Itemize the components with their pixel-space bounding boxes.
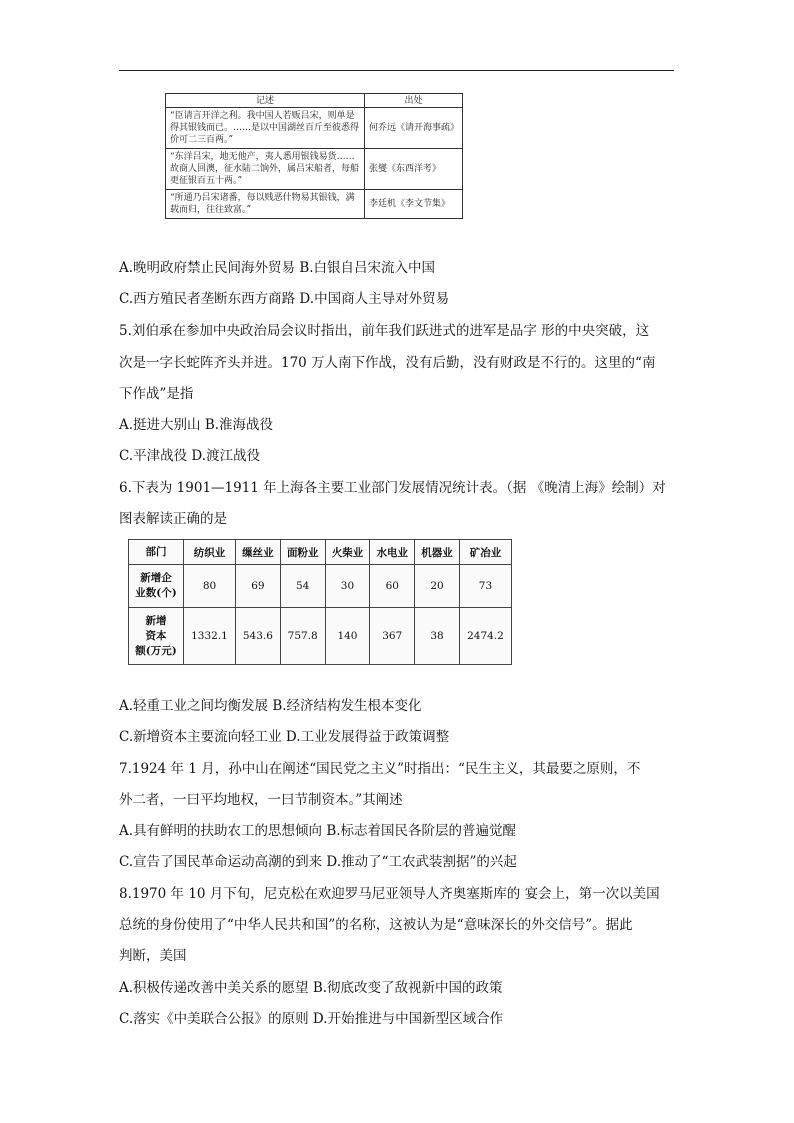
q5-option-line: C.平津战役 D.渡江战役 bbox=[119, 448, 261, 464]
table-cell: 60 bbox=[370, 565, 415, 608]
table-cell: 367 bbox=[370, 608, 415, 665]
record-cell: “所通乃吕宋诸番，每以贱恶什物易其银钱，满载而归，往往致富。” bbox=[166, 190, 365, 219]
q7-option-line: A.具有鲜明的扶助农工的思想倾向 B.标志着国民各阶层的普遍觉醒 bbox=[119, 823, 517, 839]
q8-text: 判断，美国 bbox=[119, 948, 187, 964]
table-cell: 20 bbox=[415, 565, 460, 608]
table-cell: 38 bbox=[415, 608, 460, 665]
q5-option-line: A.挺进大别山 B.淮海战役 bbox=[119, 417, 274, 433]
table-row bbox=[129, 608, 512, 665]
q7-option-line: C.宣告了国民革命运动高潮的到来 D.推动了“工农武装割据”的兴起 bbox=[119, 854, 517, 870]
record-cell: “臣请言开洋之利。我中国人若贩吕宋，则单是得其银钱而已。……是以中国湖丝百斤至彼悉得价可二三百两。” bbox=[166, 108, 365, 149]
column-header: 水电业 bbox=[370, 540, 415, 565]
q5-text: 5.刘伯承在参加中央政治局会议时指出，前年我们跃进式的进军是品字 形的中央突破，这 bbox=[119, 323, 650, 339]
table-cell: 757.8 bbox=[280, 608, 325, 665]
table-cell: 69 bbox=[236, 565, 281, 608]
column-header: 矿冶业 bbox=[459, 540, 511, 565]
q8-option-line: A.积极传递改善中美关系的愿望 B.彻底改变了敌视新中国的政策 bbox=[119, 980, 503, 996]
q4-option-line: A.晚明政府禁止民间海外贸易 B.白银自吕宋流入中国 bbox=[119, 260, 436, 276]
table-cell: 140 bbox=[325, 608, 370, 665]
column-header: 面粉业 bbox=[280, 540, 325, 565]
table-cell: 2474.2 bbox=[459, 608, 511, 665]
q6-text: 6.下表为 1901—1911 年上海各主要工业部门发展情况统计表。（据 《晚清上海》绘制）对 bbox=[119, 480, 666, 496]
table-corner: 部门 bbox=[129, 540, 184, 565]
q5-text: 下作战”是指 bbox=[119, 386, 194, 402]
q6-option-line: C.新增资本主要流向轻工业 D.工业发展得益于政策调整 bbox=[119, 729, 450, 745]
table-header-record: 记述 bbox=[166, 94, 365, 108]
q8-option-line: C.落实《中美联合公报》的原则 D.开始推进与中国新型区域合作 bbox=[119, 1011, 504, 1027]
q7-text: 外二者，一曰平均地权，一曰节制资本。”其阐述 bbox=[119, 792, 403, 808]
row-label bbox=[129, 608, 184, 665]
table-cell: 73 bbox=[459, 565, 511, 608]
table-row bbox=[166, 149, 463, 190]
column-header: 火柴业 bbox=[325, 540, 370, 565]
header-rule bbox=[119, 70, 674, 71]
table-row bbox=[166, 108, 463, 149]
q6-option-line: A.轻重工业之间均衡发展 B.经济结构发生根本变化 bbox=[119, 698, 422, 714]
table-row bbox=[129, 565, 512, 608]
table-cell: 30 bbox=[325, 565, 370, 608]
table-cell: 54 bbox=[280, 565, 325, 608]
table-header-source: 出处 bbox=[365, 94, 463, 108]
row-label-part: 新增企 bbox=[140, 572, 172, 584]
row-label-part: 资本 bbox=[145, 629, 167, 642]
column-header: 纺织业 bbox=[184, 540, 236, 565]
source-cell: 何乔远《请开海事疏》 bbox=[365, 108, 463, 149]
q6-text: 图表解读正确的是 bbox=[119, 511, 227, 527]
column-header: 缫丝业 bbox=[236, 540, 281, 565]
q8-text: 总统的身份使用了“中华人民共和国”的名称，这被认为是“意味深长的外交信号”。据此 bbox=[119, 917, 633, 933]
table-cell: 80 bbox=[184, 565, 236, 608]
source-cell: 李廷机《李文节集》 bbox=[365, 190, 463, 219]
row-label-part: 额(万元) bbox=[135, 644, 177, 657]
row-label-part: 业数(个) bbox=[135, 587, 177, 599]
source-cell: 张燮《东西洋考》 bbox=[365, 149, 463, 190]
source-table bbox=[165, 93, 463, 219]
table-row bbox=[166, 190, 463, 219]
row-label-part: 新增 bbox=[145, 614, 167, 627]
industry-table bbox=[128, 539, 512, 665]
q5-text: 次是一字长蛇阵齐头并进。170 万人南下作战，没有后勤，没有财政是不行的。这里的“南 bbox=[119, 355, 656, 371]
q4-option-line: C.西方殖民者垄断东西方商路 D.中国商人主导对外贸易 bbox=[119, 291, 450, 307]
table-cell: 1332.1 bbox=[184, 608, 236, 665]
row-label bbox=[129, 565, 184, 608]
table-cell: 543.6 bbox=[236, 608, 281, 665]
q7-text: 7.1924 年 1 月，孙中山在阐述“国民党之主义”时指出：“民生主义，其最要之原则，不 bbox=[119, 761, 641, 777]
record-cell: “东洋吕宋，地无他产，夷人悉用银钱易货……故商人回澳，征水陆二饷外，属吕宋船者，每船更征银百五十两。” bbox=[166, 149, 365, 190]
column-header: 机器业 bbox=[415, 540, 460, 565]
q8-text: 8.1970 年 10 月下旬，尼克松在欢迎罗马尼亚领导人齐奥塞斯库的 宴会上，第一次以美国 bbox=[119, 886, 660, 902]
